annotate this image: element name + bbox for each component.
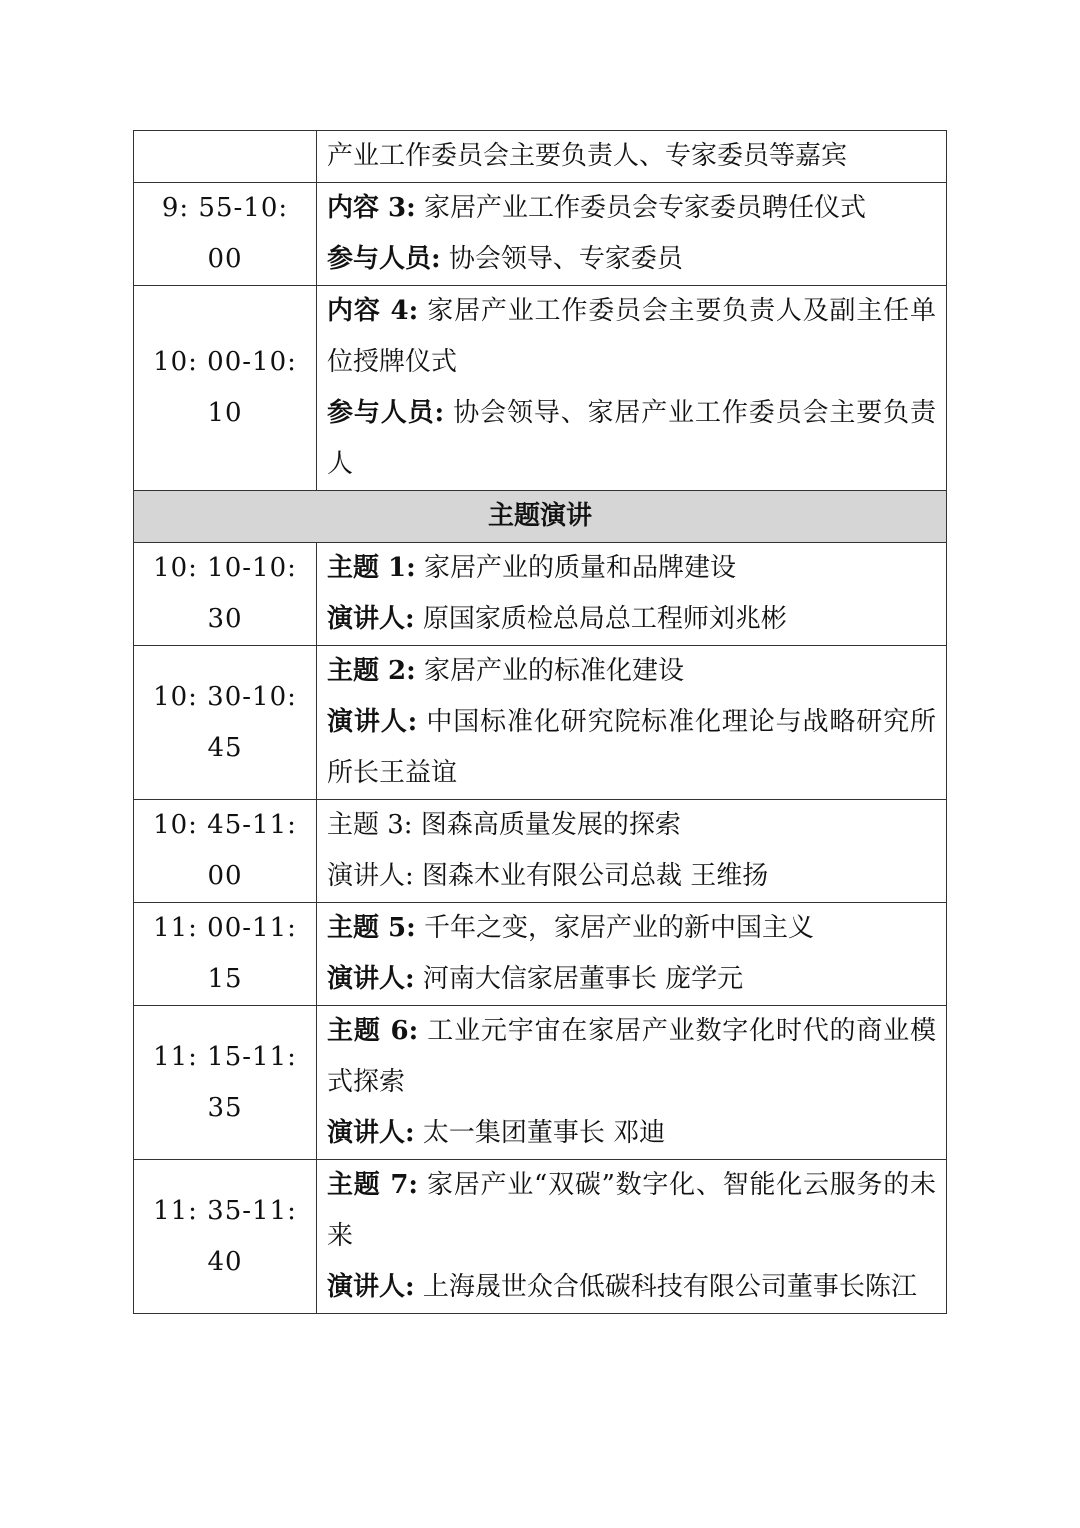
agenda-row	[134, 286, 947, 491]
time-cell: 10: 45-11: 00	[134, 800, 317, 903]
line-text: 工业元宇宙在家居产业数字化时代的商业模式探索	[327, 1016, 937, 1097]
line-label: 演讲人:	[327, 604, 415, 634]
line-text: 家居产业工作委员会主要负责人及副主任单位授牌仪式	[327, 296, 937, 377]
content-line	[327, 903, 936, 954]
content-cell	[317, 1006, 947, 1160]
agenda-row	[134, 800, 947, 903]
content-line	[327, 183, 936, 234]
content-line	[327, 851, 936, 902]
time-cell: 10: 00-10: 10	[134, 286, 317, 491]
content-line	[327, 697, 936, 799]
agenda-row	[134, 646, 947, 800]
line-text: 上海晟世众合低碳科技有限公司董事长陈江	[414, 1272, 917, 1302]
line-text: 协会领导、家居产业工作委员会主要负责人	[327, 398, 936, 479]
line-label: 演讲人:	[327, 1272, 415, 1302]
line-label: 参与人员:	[327, 244, 441, 274]
line-label: 主题 6:	[327, 1016, 419, 1046]
content-line	[327, 1160, 936, 1262]
line-text: 演讲人: 图森木业有限公司总裁 王维扬	[327, 861, 769, 891]
content-line	[327, 388, 936, 490]
content-line	[327, 1108, 936, 1159]
agenda-row	[134, 131, 947, 183]
content-line	[327, 594, 936, 645]
line-label: 内容 3:	[327, 193, 416, 223]
line-text: 千年之变，家居产业的新中国主义	[415, 913, 815, 943]
time-cell: 11: 35-11: 40	[134, 1160, 317, 1314]
agenda-table	[133, 130, 947, 1314]
line-label: 主题 2:	[327, 656, 416, 686]
line-text: 主题 3: 图森高质量发展的探索	[327, 810, 681, 840]
content-line	[327, 1006, 936, 1108]
line-label: 演讲人:	[327, 964, 415, 994]
line-text: 中国标准化研究院标准化理论与战略研究所所长王益谊	[327, 707, 937, 788]
line-text: 家居产业工作委员会专家委员聘任仪式	[415, 193, 867, 223]
agenda-body	[134, 131, 947, 1314]
time-cell: 11: 00-11: 15	[134, 903, 317, 1006]
line-text: 太一集团董事长 邓迪	[414, 1118, 666, 1148]
time-cell: 10: 10-10: 30	[134, 543, 317, 646]
agenda-row	[134, 1160, 947, 1314]
content-cell	[317, 131, 947, 183]
line-label: 演讲人:	[327, 1118, 415, 1148]
content-line	[327, 543, 936, 594]
time-cell: 11: 15-11: 35	[134, 1006, 317, 1160]
content-line	[327, 1262, 936, 1313]
content-cell	[317, 1160, 947, 1314]
line-text: 原国家质检总局总工程师刘兆彬	[414, 604, 787, 634]
line-label: 内容 4:	[327, 296, 419, 326]
agenda-row	[134, 543, 947, 646]
line-text: 家居产业的质量和品牌建设	[415, 553, 737, 583]
line-label: 主题 5:	[327, 913, 416, 943]
time-cell: 10: 30-10: 45	[134, 646, 317, 800]
time-cell: 9: 55-10: 00	[134, 183, 317, 286]
line-label: 主题 1:	[327, 553, 416, 583]
content-line	[327, 800, 936, 851]
content-line	[327, 286, 936, 388]
line-text: 家居产业的标准化建设	[415, 656, 685, 686]
content-cell	[317, 646, 947, 800]
section-title: 主题演讲	[134, 491, 947, 543]
line-text: 河南大信家居董事长 庞学元	[414, 964, 744, 994]
content-cell	[317, 543, 947, 646]
content-cell	[317, 903, 947, 1006]
line-label: 参与人员:	[327, 398, 445, 428]
line-text: 产业工作委员会主要负责人、专家委员等嘉宾	[327, 141, 848, 171]
agenda-row	[134, 1006, 947, 1160]
line-text: 协会领导、专家委员	[440, 244, 683, 274]
agenda-row	[134, 183, 947, 286]
line-label: 演讲人:	[327, 707, 418, 737]
time-cell	[134, 131, 317, 183]
agenda-row	[134, 903, 947, 1006]
content-line	[327, 954, 936, 1005]
line-text: 家居产业“双碳”数字化、智能化云服务的未来	[327, 1170, 936, 1251]
content-line	[327, 131, 936, 182]
line-label: 主题 7:	[327, 1170, 419, 1200]
content-cell	[317, 183, 947, 286]
content-line	[327, 646, 936, 697]
content-cell	[317, 286, 947, 491]
content-cell	[317, 800, 947, 903]
section-header-row	[134, 491, 947, 543]
content-line	[327, 234, 936, 285]
